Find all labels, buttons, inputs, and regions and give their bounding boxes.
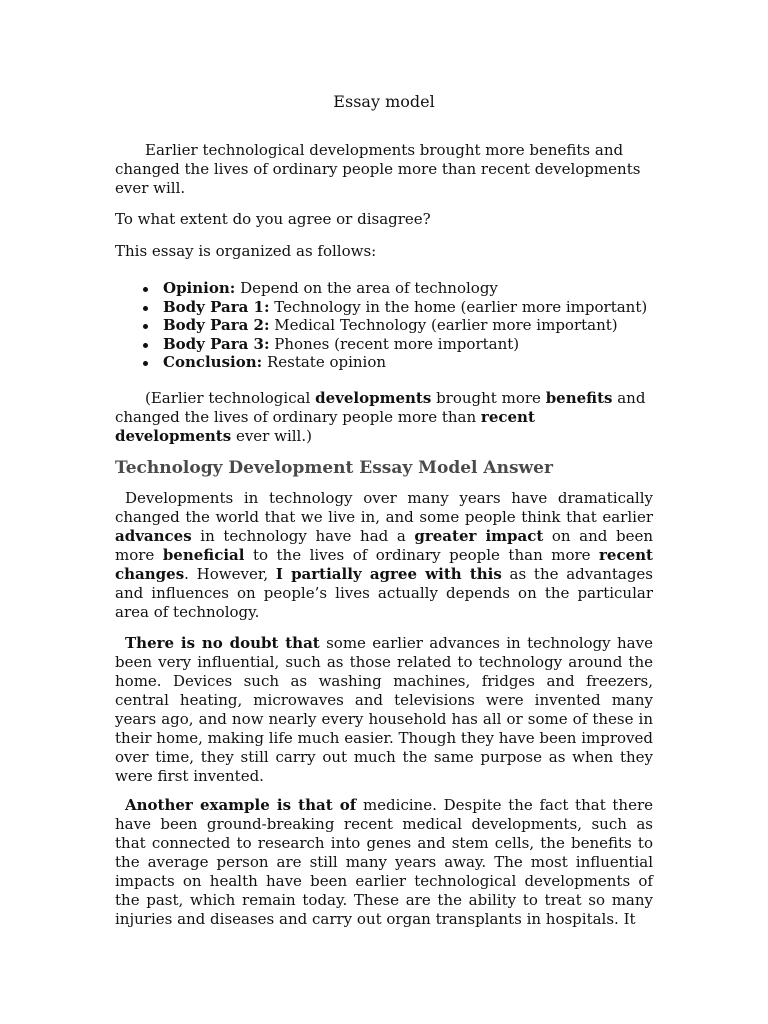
outline-label: Opinion: (163, 279, 236, 297)
outline-label: Body Para 3: (163, 334, 270, 353)
paragraph-keyword: beneficial (162, 546, 245, 564)
restated-keyword: recent developments (115, 408, 535, 445)
answer-heading: Technology Development Essay Model Answer (115, 458, 553, 478)
restated-text: (Earlier technological (145, 389, 316, 407)
outline-text: Technology in the home (earlier more important) (269, 297, 648, 316)
restated-text: ever will.) (231, 427, 312, 445)
outline-text: Restate opinion (262, 353, 387, 372)
paragraph-text: some earlier advances in technology have been very influential, such as those related to technology around the home. Devices such as washing machines, fridges and freezers, central heating, microwaves and televisions were invented many years ago, and now nearly every household has all or some of these in their home, making life much easier. Though they have been improved over time, they still carry out much the same purpose as when they were first invented. (115, 634, 653, 785)
answer-paragraph-medicine (115, 796, 653, 929)
paragraph-keyword: I partially agree with this (275, 565, 502, 583)
paragraph-text: . However, (184, 565, 276, 583)
paragraph-keyword: advances (115, 527, 192, 545)
paragraph-text: as the advantages and influences on people’s lives actually depends on the particular area of technology. (115, 565, 654, 621)
outline-item-body-para-2 (115, 316, 675, 335)
essay-outline-list (115, 279, 675, 372)
outline-item-conclusion (115, 353, 675, 372)
paragraph-text: in technology have had a (191, 527, 415, 545)
paragraph-text: on and been more (115, 527, 653, 564)
outline-text: Phones (recent more important) (269, 334, 520, 353)
restated-keyword: developments (315, 389, 432, 407)
restated-text: brought more (431, 389, 546, 407)
outline-text: Medical Technology (earlier more important) (269, 316, 618, 335)
paragraph-text: Developments in technology over many years have dramatically changed the world that we live in, and some people think that earlier (115, 489, 653, 526)
outline-label: Body Para 1: (163, 297, 270, 316)
outline-item-body-para-1 (115, 298, 675, 317)
paragraph-keyword: greater impact (414, 527, 544, 545)
paragraph-keyword: Another example is that of (125, 796, 357, 814)
answer-paragraph-intro (115, 489, 653, 622)
essay-prompt: Earlier technological developments brought more benefits and changed the lives of ordinary people more than recent developments ever will. (115, 141, 641, 197)
outline-label: Conclusion: (163, 353, 263, 372)
outline-item-opinion (115, 279, 675, 298)
outline-text: Depend on the area of technology (235, 279, 498, 297)
essay-question: To what extent do you agree or disagree? (115, 210, 431, 228)
restated-prompt (115, 389, 653, 446)
document-title: Essay model (333, 92, 435, 111)
outline-label: Body Para 2: (163, 316, 270, 335)
organization-intro: This essay is organized as follows: (115, 242, 377, 260)
outline-item-body-para-3 (115, 335, 675, 354)
answer-paragraph-home-technology (115, 634, 653, 786)
restated-keyword: benefits (545, 389, 613, 407)
paragraph-text: medicine. Despite the fact that there have been ground-breaking recent medical developments, such as that connected to research into genes and stem cells, the benefits to the average person are still many years away. The most influential impacts on health have been earlier technological developments of the past, which remain today. These are the ability to treat so many injuries and diseases and carry out organ transplants in hospitals. It (115, 796, 654, 928)
paragraph-keyword: recent changes (115, 546, 653, 583)
paragraph-keyword: There is no doubt that (125, 634, 320, 652)
restated-text: and changed the lives of ordinary people more than (115, 389, 646, 426)
paragraph-text: to the lives of ordinary people than more (244, 546, 600, 564)
